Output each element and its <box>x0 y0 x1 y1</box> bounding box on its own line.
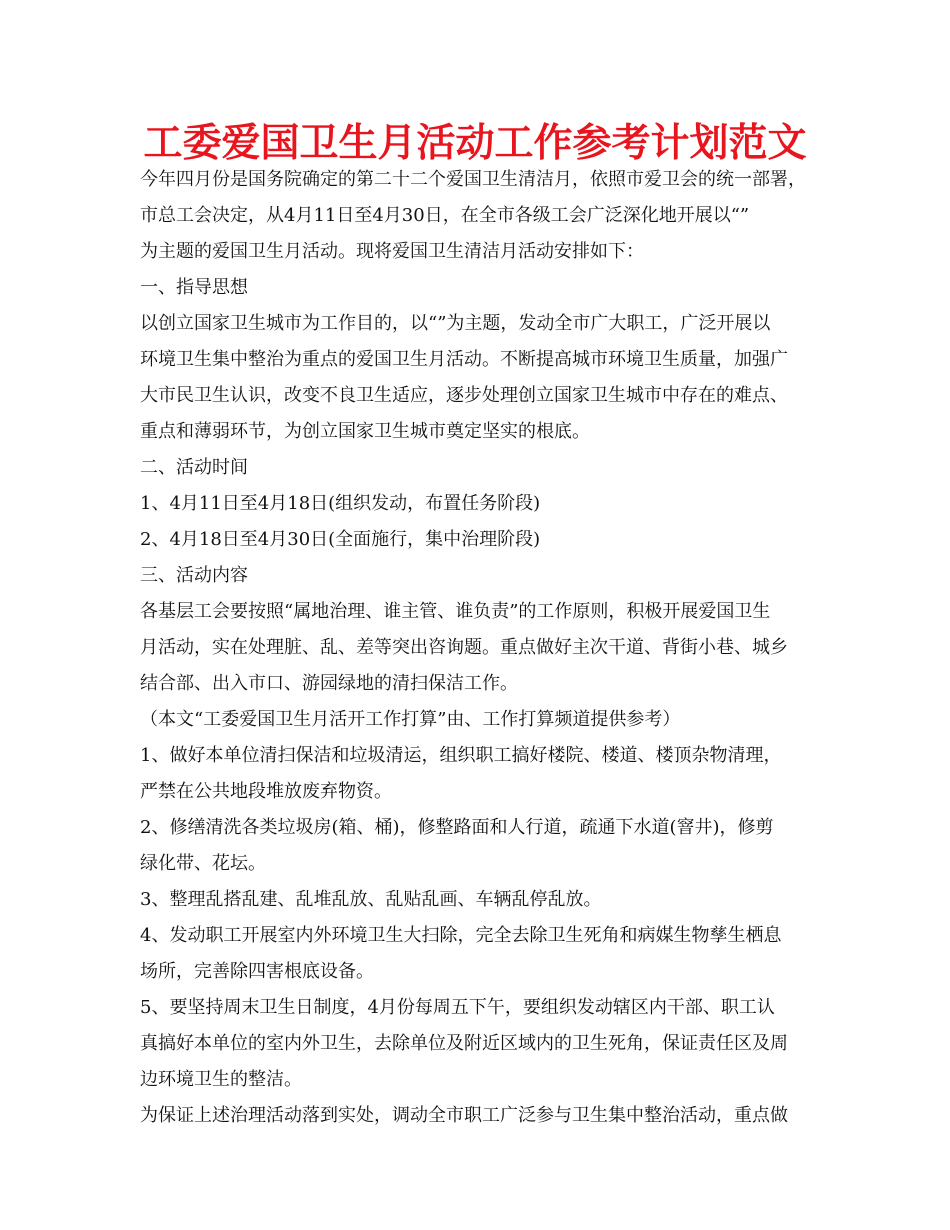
body-text-line: 环境卫生集中整治为重点的爱国卫生月活动。不断提高城市环境卫生质量，加强广 <box>140 349 788 370</box>
body-text-line: 为主题的爱国卫生月活动。现将爱国卫生清洁月活动安排如下： <box>140 241 644 262</box>
body-text-line: 真搞好本单位的室内外卫生，去除单位及附近区域内的卫生死角，保证责任区及周 <box>140 1033 788 1054</box>
body-text-line: 为保证上述治理活动落到实处，调动全市职工广泛参与卫生集中整治活动，重点做 <box>140 1105 788 1126</box>
body-text-line: 1、做好本单位清扫保洁和垃圾清运，组织职工搞好楼院、楼道、楼顶杂物清理， <box>140 745 782 766</box>
body-text-line: 重点和薄弱环节，为创立国家卫生城市奠定坚实的根底。 <box>140 421 590 442</box>
body-text-line: 4、发动职工开展室内外环境卫生大扫除，完全去除卫生死角和病媒生物孳生栖息 <box>140 925 782 946</box>
body-text-line: 场所，完善除四害根底设备。 <box>140 961 374 982</box>
body-text-line: 今年四月份是国务院确定的第二十二个爱国卫生清洁月，依照市爱卫会的统一部署， <box>140 169 806 190</box>
body-text-line: 绿化带、花坛。 <box>140 853 266 874</box>
document-title: 工委爱国卫生月活动工作参考计划范文 <box>143 121 807 166</box>
body-text-line: 三、活动内容 <box>140 565 248 586</box>
body-text-line: 2、4月18日至4月30日(全面施行，集中治理阶段) <box>140 529 541 550</box>
body-text-line: 二、活动时间 <box>140 457 248 478</box>
body-text-line: （本文“工委爱国卫生月活开工作打算”由、工作打算频道提供参考） <box>140 709 681 730</box>
body-text-line: 2、修缮清洗各类垃圾房(箱、桶)，修整路面和人行道，疏通下水道(窨井)，修剪 <box>140 817 774 838</box>
body-text-line: 结合部、出入市口、游园绿地的清扫保洁工作。 <box>140 673 518 694</box>
body-text-line: 严禁在公共地段堆放废弃物资。 <box>140 781 392 802</box>
body-text-line: 边环境卫生的整洁。 <box>140 1069 302 1090</box>
body-text-line: 各基层工会要按照“属地治理、谁主管、谁负责”的工作原则，积极开展爱国卫生 <box>140 601 771 622</box>
body-text-line: 5、要坚持周末卫生日制度，4月份每周五下午，要组织发动辖区内干部、职工认 <box>140 997 775 1018</box>
body-text-line: 3、整理乱搭乱建、乱堆乱放、乱贴乱画、车辆乱停乱放。 <box>140 889 602 910</box>
document-body <box>140 162 830 1134</box>
body-text-line: 一、指导思想 <box>140 277 248 298</box>
body-text-line: 以创立国家卫生城市为工作目的，以“”为主题，发动全市广大职工，广泛开展以 <box>140 313 771 334</box>
body-text-line: 市总工会决定，从4月11日至4月30日，在全市各级工会广泛深化地开展以“” <box>140 205 750 226</box>
body-text-line: 大市民卫生认识，改变不良卫生适应，逐步处理创立国家卫生城市中存在的难点、 <box>140 385 788 406</box>
body-text-line: 1、4月11日至4月18日(组织发动，布置任务阶段) <box>140 493 541 514</box>
body-text-line: 月活动，实在处理脏、乱、差等突出咨询题。重点做好主次干道、背街小巷、城乡 <box>140 637 788 658</box>
